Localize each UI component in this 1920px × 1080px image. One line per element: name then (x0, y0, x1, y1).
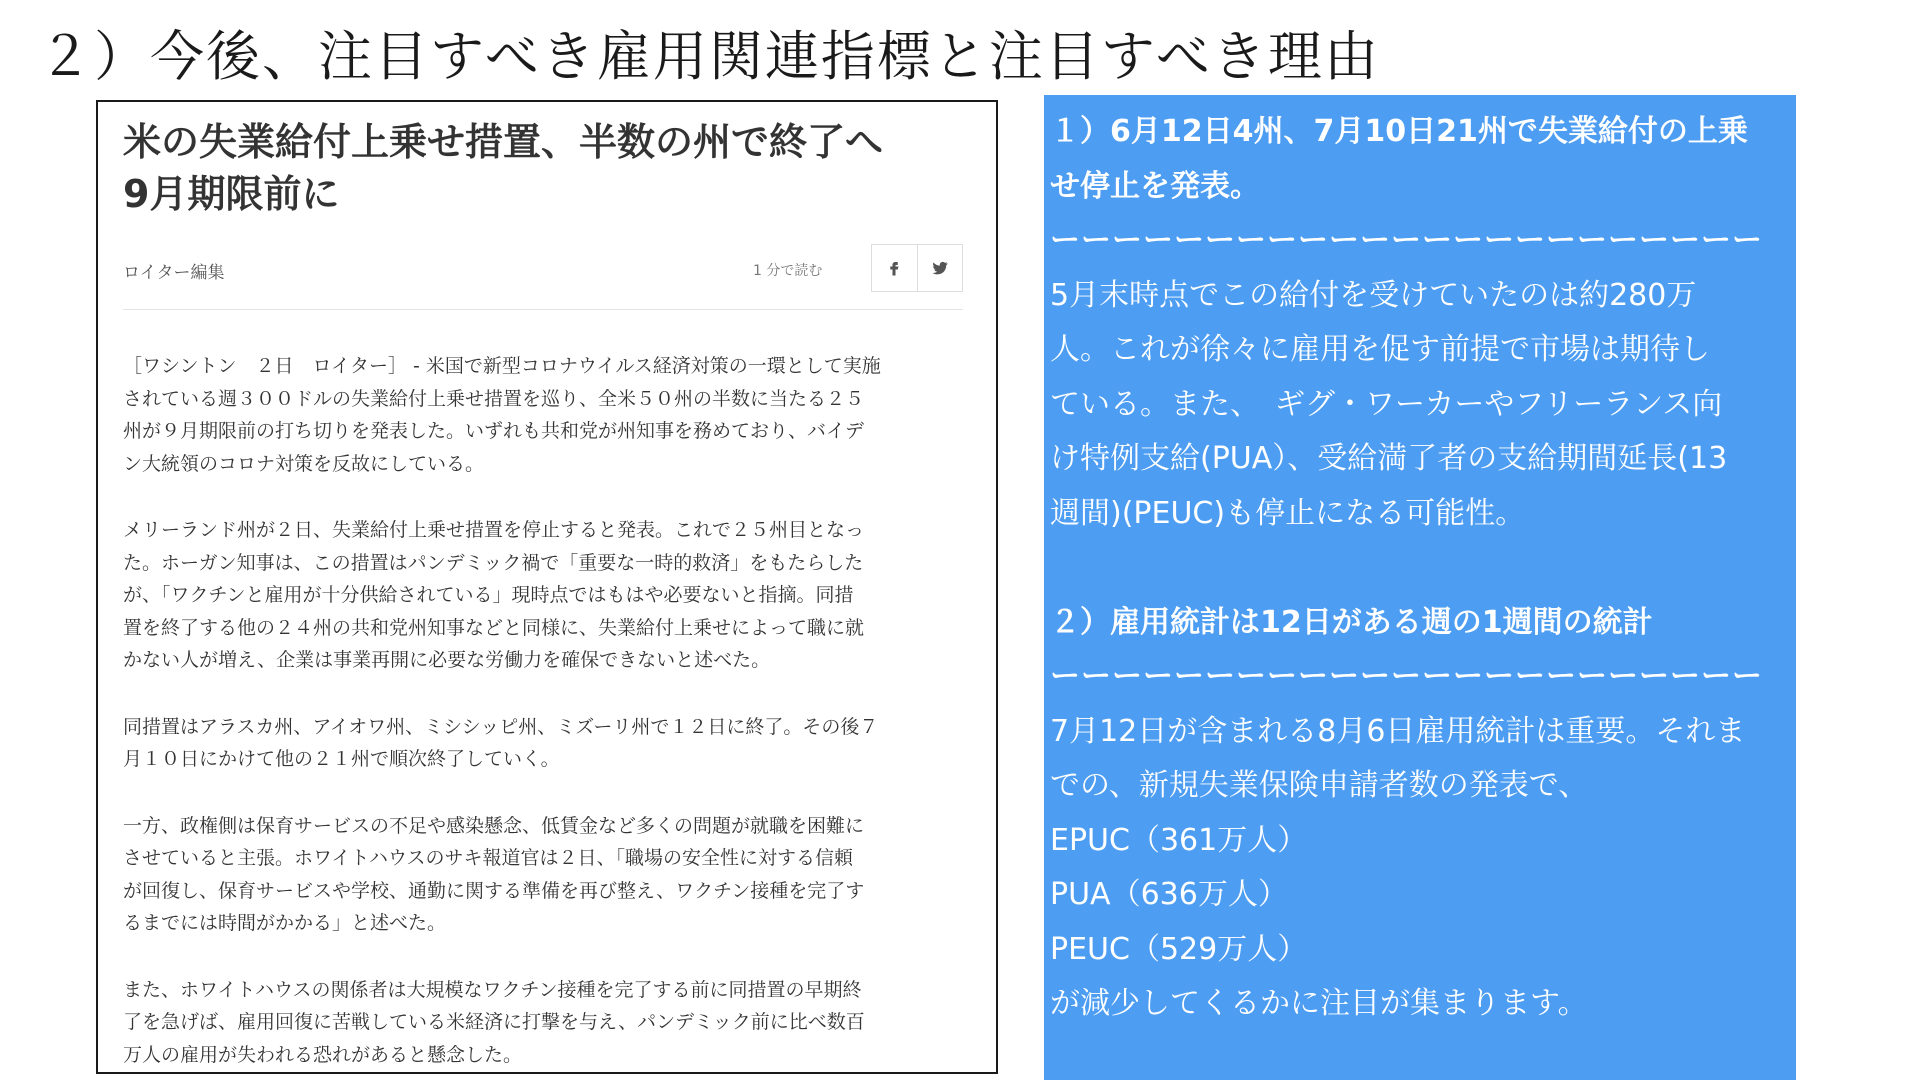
panel-heading-2: ２）雇用統計は12日がある週の1週間の統計 (1050, 604, 1653, 640)
paragraph-line: 一方、政権側は保育サービスの不足や感染懸念、低賃金など多くの問題が就職を困難に (123, 814, 865, 837)
panel-body-line: ている。また、 ギグ・ワーカーやフリーランス向 (1050, 386, 1723, 422)
panel-body-line: EPUC（361万人） (1050, 822, 1308, 858)
paragraph-line: させていると主張。ホワイトハウスのサキ報道官は２日、「職場の安全性に対する信頼 (123, 847, 853, 869)
panel-body-line: PEUC（529万人） (1050, 931, 1308, 967)
panel-body-line: PUA（636万人） (1050, 877, 1288, 912)
paragraph-line: 州が９月期限前の打ち切りを発表した。いずれも共和党が州知事を務めており、バイデ (123, 420, 865, 442)
article-headline (123, 116, 973, 220)
paragraph-line: 月１０日にかけて他の２１州で順次終了していく。 (123, 748, 560, 770)
panel-body-line: での、新規失業保険申請者数の発表で、 (1050, 768, 1589, 803)
paragraph-line: ン大統領のコロナ対策を反故にしている。 (123, 452, 485, 475)
slide-title: ２）今後、注目すべき雇用関連指標と注目すべき理由 (38, 25, 1380, 88)
article-paragraph (123, 711, 968, 776)
article-paragraph (123, 350, 968, 480)
facebook-icon (885, 259, 903, 277)
article-paragraph (123, 810, 968, 940)
commentary-panel (1044, 95, 1796, 1080)
panel-body-line: 週間)(PEUC)も停止になる可能性。 (1050, 495, 1526, 531)
headline-line: 米の失業給付上乗せ措置、半数の州で終了へ (123, 120, 884, 164)
panel-body-line: が減少してくるかに注目が集まります。 (1050, 986, 1588, 1021)
byline-row (123, 244, 963, 296)
paragraph-line: 了を急げば、雇用回復に苦戦している米経済に打撃を与え、パンデミック前に比べ数百 (123, 1011, 865, 1033)
share-buttons (871, 244, 963, 292)
panel-body-line: 7月12日が含まれる8月6日雇用統計は重要。それま (1050, 713, 1746, 749)
paragraph-line: されている週３００ドルの失業給付上乗せ措置を巡り、全米５０州の半数に当たる２５ (123, 387, 865, 410)
article-paragraph (123, 974, 968, 1072)
panel-body-line: 人。これが徐々に雇用を促す前提で市場は期待し (1050, 332, 1710, 367)
paragraph-line: 置を終了する他の２４州の共和党州知事などと同様に、失業給付上乗せによって職に就 (123, 616, 865, 639)
article-body (123, 350, 968, 1074)
dash-separator: ーーーーーーーーーーーーーーーーーーーーーーー (1050, 659, 1763, 694)
panel-heading-1: １）6月12日4州、7月10日21州で失業給付の上乗 (1050, 114, 1748, 149)
panel-body-line: け特例支給(PUA）、受給満了者の支給期間延長(13 (1050, 441, 1728, 476)
paragraph-line: ［ワシントン ２日 ロイター］ - 米国で新型コロナウイルス経済対策の一環として実施 (123, 355, 881, 377)
twitter-share-button[interactable] (917, 245, 963, 291)
paragraph-line: た。ホーガン知事は、この措置はパンデミック禍で「重要な一時的救済」をもたらした (123, 551, 864, 574)
news-article-screenshot (96, 100, 998, 1074)
paragraph-line: が回復し、保育サービスや学校、通勤に関する準備を再び整え、ワクチン接種を完了す (123, 879, 865, 902)
byline-divider (123, 309, 963, 310)
headline-line: 9月期限前に (123, 172, 340, 216)
paragraph-line: が、「ワクチンと雇用が十分供給されている」現時点ではもはや必要ないと指摘。同措 (123, 584, 854, 606)
dash-separator: ーーーーーーーーーーーーーーーーーーーーーーー (1050, 223, 1763, 258)
paragraph-line: メリーランド州が２日、失業給付上乗せ措置を停止すると発表。これで２５州目となっ (123, 519, 865, 541)
panel-heading-1-cont: せ停止を発表。 (1050, 168, 1260, 204)
paragraph-line: また、ホワイトハウスの関係者は大規模なワクチン接種を完了する前に同措置の早期終 (123, 978, 862, 1001)
author: ロイター編集 (123, 263, 225, 283)
twitter-icon (931, 259, 949, 277)
paragraph-line: 万人の雇用が失われる恐れがあると懸念した。 (123, 1043, 523, 1066)
article-paragraph (123, 514, 968, 677)
read-time: 1 分で読む (753, 263, 823, 279)
facebook-share-button[interactable] (872, 245, 917, 291)
panel-body-line: 5月末時点でこの給付を受けていたのは約280万 (1050, 277, 1697, 313)
paragraph-line: かない人が増え、企業は事業再開に必要な労働力を確保できないと述べた。 (123, 649, 771, 671)
panel-spacer (1050, 541, 1790, 596)
paragraph-line: るまでには時間がかかる」と述べた。 (123, 912, 447, 934)
paragraph-line: 同措置はアラスカ州、アイオワ州、ミシシッピ州、ミズーリ州で１２日に終了。その後７ (123, 715, 879, 738)
